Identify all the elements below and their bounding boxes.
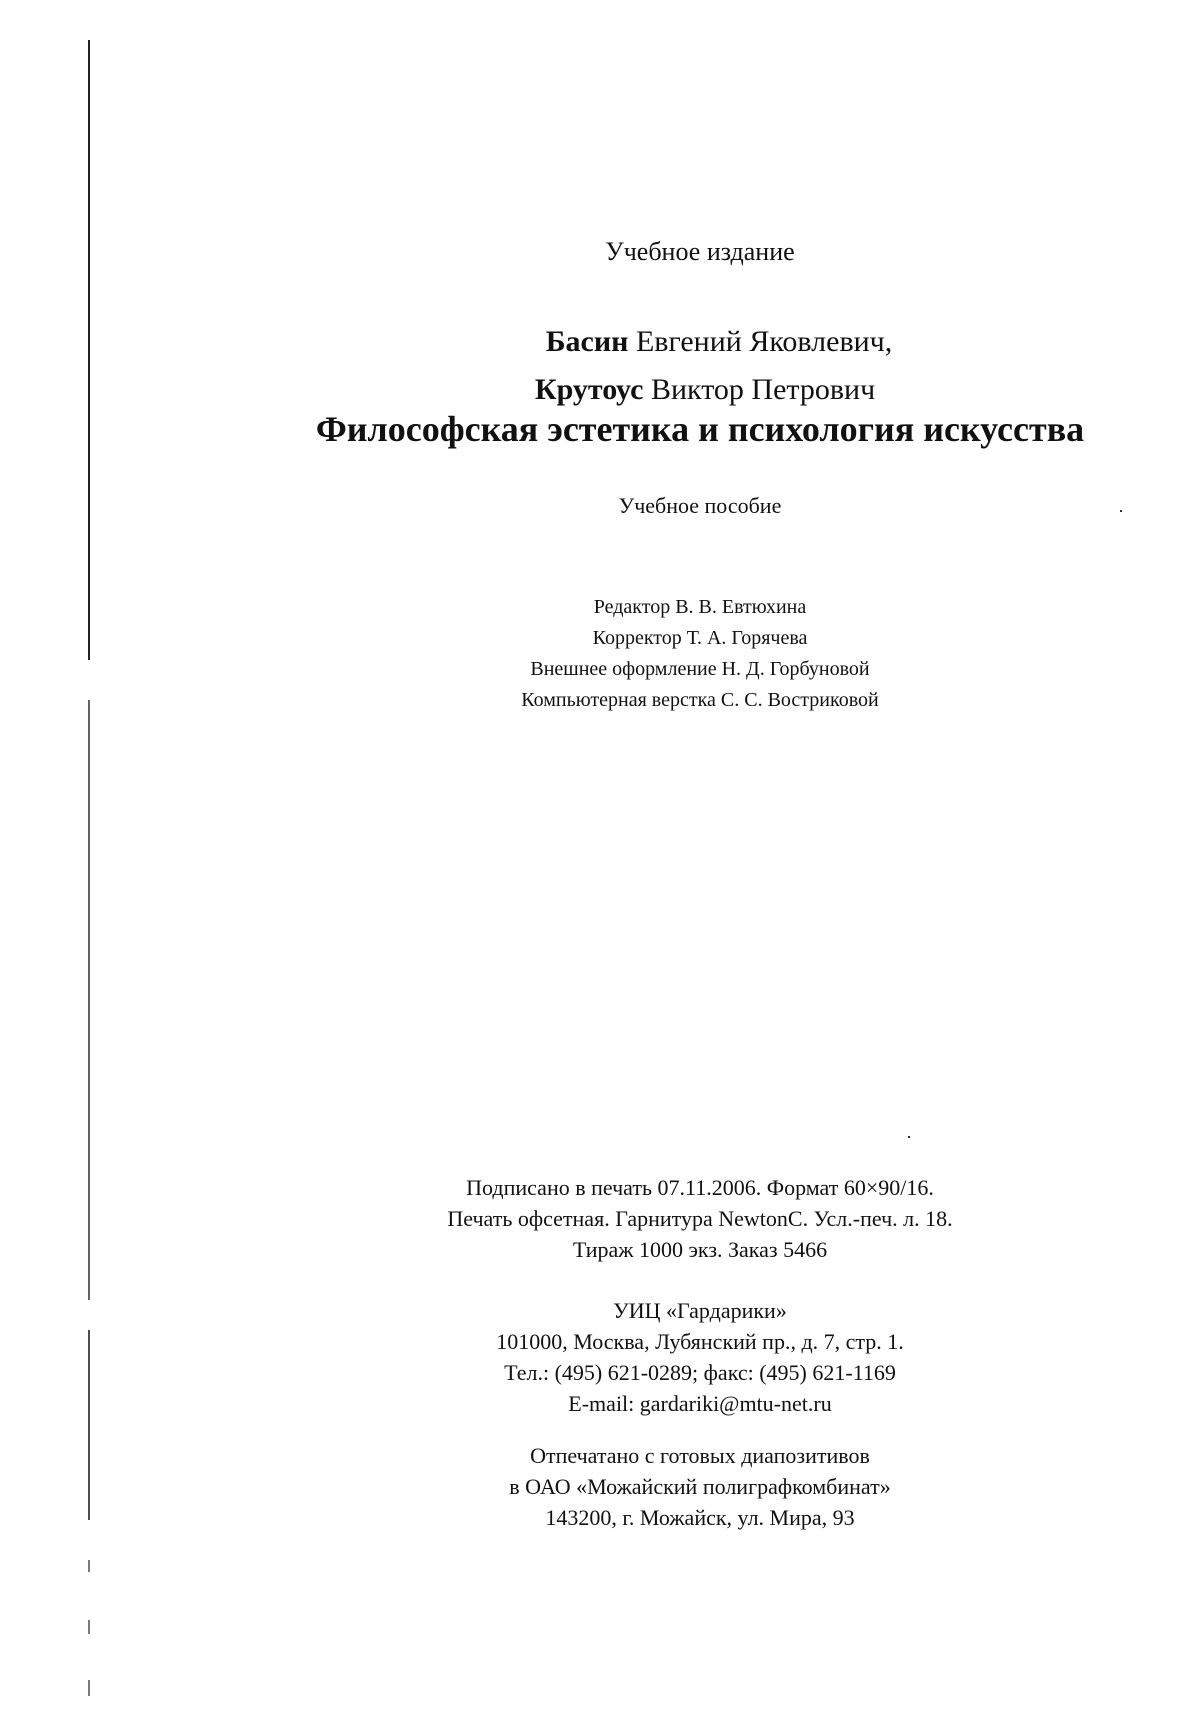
binding-edge-mark: [88, 1620, 90, 1634]
imprint-signed: Подписано в печать 07.11.2006. Формат 60×90/16.: [466, 1175, 934, 1200]
book-title: Философская эстетика и психология искусства: [315, 409, 1085, 449]
speck: [908, 1136, 910, 1138]
imprint-circulation: Тираж 1000 экз. Заказ 5466: [572, 1237, 828, 1262]
author-2-surname: Крутоус: [534, 373, 644, 406]
printer-line-1: Отпечатано с готовых диапозитивов: [530, 1443, 870, 1468]
binding-edge-line: [88, 40, 90, 660]
publisher-block: [100, 1295, 1200, 1419]
imprint-block: [100, 1172, 1200, 1265]
publisher-phone: Тел.: (495) 621-0289; факс: (495) 621-1169: [504, 1360, 896, 1385]
imprint-print-type: Печать офсетная. Гарнитура NewtonC. Усл.-печ. л. 18.: [447, 1206, 953, 1231]
publisher-address: 101000, Москва, Лубянский пр., д. 7, стр. 1.: [496, 1329, 904, 1354]
binding-edge-line: [88, 700, 90, 1300]
binding-edge-mark: [88, 1680, 90, 1696]
credits-block: [100, 592, 1200, 716]
credit-layout: Компьютерная верстка С. С. Востриковой: [521, 689, 879, 711]
credit-editor: Редактор В. В. Евтюхина: [593, 596, 807, 618]
author-2: [100, 366, 1200, 414]
binding-edge-mark: [88, 1560, 90, 1572]
credit-proofreader: Корректор Т. А. Горячева: [592, 627, 808, 649]
publisher-name: УИЦ «Гардарики»: [613, 1298, 787, 1323]
credit-cover-design: Внешнее оформление Н. Д. Горбуновой: [530, 658, 870, 680]
edition-type: Учебное издание: [605, 237, 795, 266]
author-1-given: Евгений Яковлевич,: [635, 325, 893, 358]
printer-name: в ОАО «Можайский полиграфкомбинат»: [509, 1474, 891, 1499]
book-subtitle: Учебное пособие: [618, 493, 782, 518]
printer-block: [100, 1440, 1200, 1533]
binding-edge-line: [88, 1330, 90, 1520]
author-2-given: Виктор Петрович: [650, 373, 876, 406]
author-1-surname: Басин: [545, 325, 629, 358]
author-1: [100, 318, 1200, 366]
authors-block: [100, 318, 1200, 414]
publisher-email: E-mail: gardariki@mtu-net.ru: [568, 1391, 832, 1416]
printer-address: 143200, г. Можайск, ул. Мира, 93: [545, 1505, 855, 1530]
